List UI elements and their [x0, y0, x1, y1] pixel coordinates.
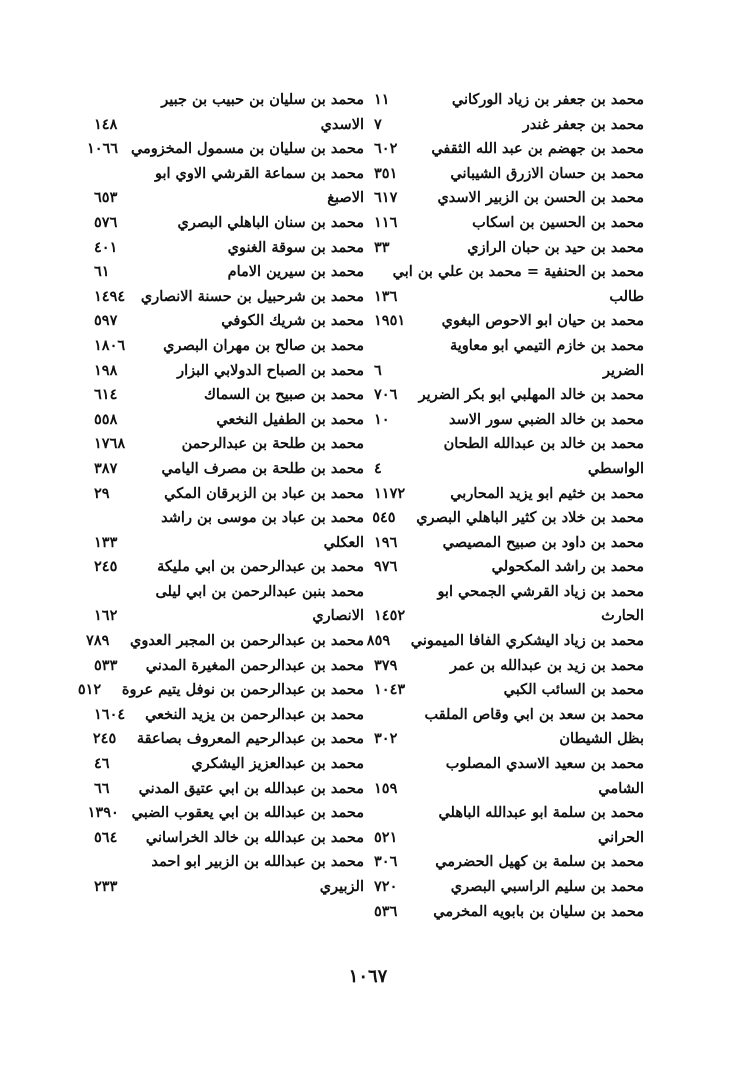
entry-name: محمد بن عبدالعزيز اليشكري — [191, 755, 364, 773]
entry-page-ref: ٤٠١ — [94, 238, 118, 256]
index-entry — [87, 801, 364, 826]
entry-name: الواسطي — [587, 459, 644, 477]
index-entry — [94, 211, 364, 236]
entry-page-ref: ٣٧٩ — [374, 656, 398, 674]
index-entry — [374, 482, 644, 507]
index-entry — [374, 457, 644, 482]
index-entry — [94, 580, 364, 605]
entry-page-ref: ٥٧٦ — [94, 213, 118, 231]
entry-name: محمد بن سليان بن مسمول المخزومي — [130, 140, 364, 158]
index-entry — [94, 186, 364, 211]
index-entry — [374, 113, 644, 138]
entry-name: محمد بن عبدالرحمن بن ابي مليكة — [157, 558, 364, 576]
entry-page-ref: ٥٥٨ — [94, 410, 118, 428]
index-entry — [94, 88, 364, 113]
index-entry — [374, 506, 644, 531]
entry-name: الحراني — [598, 828, 644, 846]
index-entry — [374, 531, 644, 556]
index-entry — [94, 531, 364, 556]
index-entry — [374, 777, 644, 802]
entry-name: محمد بن عبدالله بن الزبير ابو احمد — [151, 853, 364, 871]
entry-page-ref: ١٠٦٦ — [86, 140, 119, 158]
entry-name: الشامي — [598, 779, 644, 797]
index-entry — [374, 285, 644, 310]
entry-name: محمد بن خالد المهلبي ابو بكر الضرير — [418, 386, 644, 404]
index-entry — [374, 875, 644, 900]
entry-page-ref: ٥١٢ — [77, 681, 102, 699]
entry-name: محمد بن خالد الضبي سور الاسد — [448, 410, 644, 428]
entry-page-ref: ٦٠٢ — [374, 140, 398, 158]
entry-page-ref: ٦٦ — [94, 779, 110, 797]
entry-name: الاصبغ — [327, 189, 364, 207]
index-entry — [94, 727, 364, 752]
index-entry — [94, 604, 364, 629]
entry-page-ref: ١٤٨ — [94, 115, 118, 133]
index-entry — [94, 482, 364, 507]
entry-page-ref: ١٠٤٣ — [374, 681, 406, 699]
index-entry — [94, 334, 364, 359]
entry-name: محمد بن الطفيل النخعي — [216, 410, 364, 428]
entry-name: محمد بن الحسن بن الزبير الاسدي — [437, 189, 644, 207]
index-entry — [94, 654, 364, 679]
index-entry — [374, 580, 644, 605]
left-column — [77, 88, 364, 900]
index-entry — [94, 309, 364, 334]
entry-name: محمد بن عبدالرحمن بن المجبر العدوي — [130, 632, 364, 650]
entry-name: الزبيري — [319, 878, 364, 895]
entry-name: محمد بن عبدالله بن ابي عتيق المدني — [138, 779, 364, 797]
entry-name: محمد بن صبيح بن السماك — [203, 386, 364, 404]
index-entry — [374, 703, 644, 728]
index-entry — [94, 236, 364, 261]
right-column — [366, 88, 644, 924]
index-entry — [374, 186, 644, 211]
index-entry — [374, 555, 644, 580]
entry-page-ref: ٨٥٩ — [366, 632, 391, 650]
entry-page-ref: ١٩٥١ — [374, 312, 406, 330]
entry-page-ref: ٢٤٥ — [92, 730, 117, 748]
entry-page-ref: ٥٢١ — [374, 828, 398, 846]
entry-page-ref: ٣٣ — [374, 238, 390, 256]
entry-name: محمد بن عبدالرحمن المغيرة المدني — [145, 656, 364, 674]
index-entry — [77, 678, 364, 703]
entry-name: محمد بن عباد بن الزبرقان المكي — [164, 484, 364, 502]
entry-name: محمد بنبن عبدالرحمن بن ابي ليلى — [155, 582, 364, 600]
entry-name: محمد بن خازم التيمي ابو معاوية — [449, 336, 644, 354]
entry-name: بظل الشيطان — [559, 730, 644, 748]
index-entry — [94, 260, 364, 285]
entry-name: الاسدي — [320, 115, 364, 133]
entry-name: محمد بن خثيم ابو يزيد المحاربي — [450, 484, 644, 502]
entry-page-ref: ١٦٢ — [94, 607, 118, 625]
index-entry — [94, 113, 364, 138]
entry-name: طالب — [609, 287, 644, 305]
entry-name: محمد بن طلحة بن عبدالرحمن — [181, 435, 364, 453]
index-entry — [374, 359, 644, 384]
entry-page-ref: ٧٢٠ — [374, 878, 398, 895]
index-entry — [374, 211, 644, 236]
index-entry — [94, 457, 364, 482]
entry-name: محمد بن جهضم بن عبد الله الثقفي — [431, 140, 644, 158]
page-number: ١٠٦٧ — [348, 966, 388, 987]
entry-page-ref: ١٠ — [374, 410, 390, 428]
index-entry — [374, 162, 644, 187]
entry-page-ref: ١٣٩٠ — [87, 804, 119, 822]
entry-name: محمد بن زياد اليشكري الفافا الميموني — [410, 632, 644, 650]
index-entry — [94, 432, 364, 457]
index-entry — [374, 383, 644, 408]
entry-page-ref: ٧٨٩ — [86, 632, 110, 650]
entry-page-ref: ٦ — [374, 361, 382, 379]
entry-name: محمد بن خلاد بن كثير الباهلي البصري — [416, 509, 644, 527]
index-entry — [86, 629, 364, 654]
entry-page-ref: ٥٣٣ — [94, 656, 118, 674]
entry-page-ref: ٦١ — [94, 263, 110, 281]
index-entry — [374, 900, 644, 925]
entry-name: محمد بن سنان الباهلي البصري — [177, 213, 364, 231]
entry-name: محمد بن شريك الكوفي — [221, 312, 364, 330]
index-entry — [374, 826, 644, 851]
entry-name: محمد بن عبدالله بن خالد الخراساني — [145, 828, 364, 846]
entry-name: محمد بن عبدالرحيم المعروف بصاعقة — [136, 730, 364, 748]
entry-page-ref: ١١٧٢ — [374, 484, 406, 502]
entry-name: محمد بن شرحبيل بن حسنة الانصاري — [140, 287, 364, 305]
index-entry — [374, 137, 644, 162]
index-entry — [374, 727, 644, 752]
entry-name: محمد بن جعفر غندر — [522, 115, 644, 133]
entry-name: محمد بن زياد القرشي الجمحي ابو — [437, 582, 644, 600]
index-entry — [374, 408, 644, 433]
index-entry — [94, 285, 364, 310]
entry-name: محمد بن سوقة الغنوي — [227, 238, 364, 256]
entry-name: محمد بن عباد بن موسى بن راشد — [161, 509, 364, 527]
entry-name: العكلي — [323, 533, 364, 551]
entry-name: محمد بن سلمة بن كهيل الحضرمي — [435, 853, 644, 871]
entry-page-ref: ٧ — [374, 115, 382, 133]
entry-page-ref: ٦٥٣ — [94, 189, 118, 207]
entry-page-ref: ١٤٥٢ — [374, 607, 406, 625]
entry-name: محمد بن عبدالرحمن بن يزيد النخعي — [145, 705, 364, 723]
index-entry — [374, 604, 644, 629]
entry-name: محمد بن سليان بن حبيب بن جبير — [161, 91, 364, 108]
entry-page-ref: ٤٦ — [94, 755, 110, 773]
entry-page-ref: ٣٨٧ — [94, 459, 118, 477]
entry-page-ref: ٢٤٥ — [94, 558, 118, 576]
index-entry — [374, 752, 644, 777]
index-entry — [94, 506, 364, 531]
index-entry — [94, 383, 364, 408]
index-entry — [374, 432, 644, 457]
entry-page-ref: ١٤٩٤ — [94, 287, 126, 305]
entry-name: محمد بن سليم الراسبي البصري — [450, 878, 644, 895]
entry-name: محمد بن سلمة ابو عبدالله الباهلي — [438, 804, 644, 822]
entry-page-ref: ٢٩ — [94, 484, 110, 502]
entry-name: الانصاري — [312, 607, 364, 625]
index-entry — [94, 826, 364, 851]
index-entry — [366, 629, 644, 654]
entry-page-ref: ٢٣٣ — [94, 878, 118, 895]
entry-name: الحارث — [601, 607, 644, 625]
index-entry — [94, 777, 364, 802]
index-entry — [374, 236, 644, 261]
entry-page-ref: ١١٦ — [374, 213, 398, 231]
entry-name: محمد بن سعد بن ابي وقاص الملقب — [424, 705, 644, 723]
entry-name: محمد بن الصباح الدولابي البزار — [177, 361, 364, 379]
entry-name: محمد بن زيد بن عبدالله بن عمر — [450, 656, 644, 674]
entry-page-ref: ٥٩٧ — [94, 312, 118, 330]
index-entry — [86, 137, 364, 162]
entry-page-ref: ١٦٠٤ — [94, 705, 126, 723]
entry-page-ref: ٥٤٥ — [372, 509, 396, 527]
entry-page-ref: ٥٦٤ — [94, 828, 118, 846]
entry-page-ref: ٣٠٢ — [374, 730, 398, 748]
index-entry — [374, 260, 644, 285]
index-entry — [94, 162, 364, 187]
entry-name: الضرير — [602, 361, 644, 379]
entry-name: محمد بن راشد المكحولي — [491, 558, 644, 576]
entry-name: محمد بن عبدالرحمن بن نوفل يتيم عروة — [121, 681, 364, 699]
entry-page-ref: ٧٠٦ — [374, 386, 398, 404]
index-entry — [94, 408, 364, 433]
entry-page-ref: ١١ — [374, 91, 390, 108]
entry-name: محمد بن سليان بن بابويه المخرمي — [433, 902, 644, 920]
entry-page-ref: ٣٠٦ — [374, 853, 398, 871]
index-entry — [374, 850, 644, 875]
index-entry — [374, 334, 644, 359]
entry-page-ref: ٤ — [374, 459, 382, 477]
index-entry — [374, 678, 644, 703]
entry-name: محمد بن حسان الازرق الشيباني — [450, 164, 644, 182]
entry-name: محمد بن حيد بن حبان الرازي — [467, 238, 644, 256]
entry-name: محمد بن حيان ابو الاحوص البغوي — [441, 312, 644, 330]
entry-page-ref: ١٨٠٦ — [94, 336, 126, 354]
entry-page-ref: ٣٥١ — [374, 164, 398, 182]
index-entry — [374, 88, 644, 113]
index-entry — [374, 309, 644, 334]
entry-name: محمد بن طلحة بن مصرف اليامي — [161, 459, 364, 477]
entry-page-ref: ١٩٨ — [94, 361, 118, 379]
entry-page-ref: ٥٣٦ — [374, 902, 398, 920]
entry-name: محمد بن خالد بن عبدالله الطحان — [443, 435, 644, 453]
entry-page-ref: ١٩٦ — [374, 533, 398, 551]
entry-page-ref: ١٥٩ — [374, 779, 398, 797]
entry-page-ref: ١٣٦ — [374, 287, 398, 305]
entry-name: محمد بن سيرين الامام — [227, 263, 364, 281]
entry-name: محمد بن سعيد الاسدي المصلوب — [445, 755, 644, 773]
index-entry — [374, 801, 644, 826]
index-entry — [94, 359, 364, 384]
index-entry — [94, 752, 364, 777]
entry-name: محمد بن صالح بن مهران البصري — [163, 336, 364, 354]
index-entry — [374, 654, 644, 679]
entry-name: محمد بن سماعة القرشي الاوي ابو — [154, 164, 364, 182]
entry-page-ref: ٦١٤ — [94, 386, 118, 404]
index-entry — [94, 703, 364, 728]
entry-name: محمد بن السائب الكبي — [503, 681, 644, 699]
index-entry — [94, 555, 364, 580]
entry-page-ref: ٦١٧ — [374, 189, 398, 207]
entry-page-ref: ١٧٦٨ — [94, 435, 126, 453]
entry-page-ref: ٩٧٦ — [374, 558, 398, 576]
entry-name: محمد بن عبدالله بن ابي يعقوب الضبي — [131, 804, 364, 822]
index-entry — [94, 875, 364, 900]
entry-name: محمد بن الحنفية = محمد بن علي بن ابي — [392, 263, 644, 281]
entry-page-ref: ١٣٣ — [94, 533, 118, 551]
entry-name: محمد بن جعفر بن زياد الوركاني — [451, 91, 644, 108]
index-entry — [94, 850, 364, 875]
entry-name: محمد بن الحسين بن اسكاب — [472, 213, 644, 231]
entry-name: محمد بن داود بن صبيح المصيصي — [442, 533, 644, 551]
